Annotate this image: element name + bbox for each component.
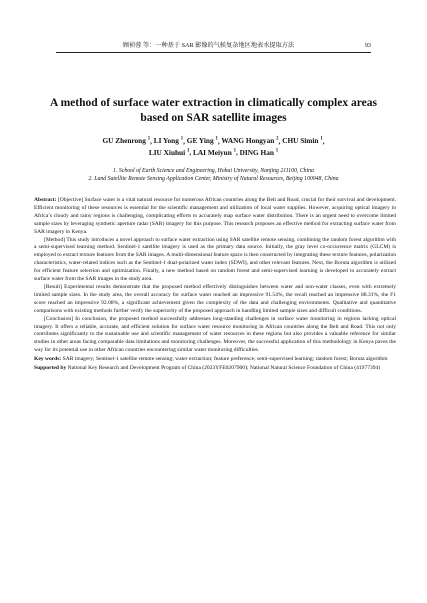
author [187, 136, 218, 145]
affiliation-1: 1. School of Earth Science and Engineering, Hohai University, Nanjing 211100, China [113, 168, 314, 174]
author-affiliation-mark: 1 [233, 148, 236, 154]
author-name: LAI Meiyun [193, 147, 232, 157]
author [154, 136, 183, 145]
affiliation-2: 2. Land Satellite Remote Sensing Application Center, Ministry of Natural Resources, Beijing 100048, China [88, 176, 339, 182]
author [221, 136, 278, 145]
paper-title: A method of surface water extraction in climatically complex areas based on SAR satellite images [50, 97, 377, 124]
author-affiliation-mark: 1 [147, 137, 151, 142]
author [102, 136, 150, 145]
author-affiliation-mark: 1 [186, 148, 190, 154]
author-affiliation-mark: 1 [180, 137, 184, 142]
author-name: LI Yong [153, 136, 179, 146]
affiliation-list [40, 167, 387, 183]
author [282, 136, 323, 145]
abstract-method: [Method] This study introduces a novel approach to surface water extraction using SAR satellite remote sensing, combining the random forest algorithm with a semi-supervised learning method. Sentinel-1 satellite imagery is used as the primary data source. Initially, the gray level co-occurrence matrix (GLCM) is employed to extract texture features from the SAR images. A multi-dimensional feature space is then constructed by integrating these texture features, polarization characteristics, water-related indices such as the Sentinel-1 dual-polarized water index (SDWI), and other relevant features. Next, the Boruta algorithm is utilized for efficient feature selection and optimization. Finally, a new method based on random forest and semi-supervised learning is developed to accurately extract surface water from the SAR images in the study area. [34, 236, 396, 283]
abstract-conclusion: [Conclusion] In conclusion, the proposed method successfully addresses long-standing challenges in surface water monitoring in regions lacking optical imagery. It offers a reliable, accurate, and efficient solution for surface water resource monitoring in African countries along the Belt and Road. This not only contributes significantly to the sustainable use and scientific management of water resources in these regions but also provides a valuable reference for similar studies in other areas facing comparable data limitations and monitoring challenges. Moreover, the successful application of this methodology in Kenya paves the way for its potential use in other African countries encountering similar water monitoring difficulties. [34, 315, 396, 354]
author-affiliation-mark: 1 [215, 137, 218, 142]
keywords [34, 356, 396, 364]
running-title: 顾祯蓉 等：一种基于 SAR 影像的气候复杂地区地表水提取方法 [122, 42, 295, 49]
author-name: GE Ying [186, 136, 214, 146]
abstract-objective-text: [Objective] Surface water is a vital natural resource for numerous African countries along the Belt and Road, crucial for their survival and development. Efficient monitoring of these resources is essential for the scientific management and utilization of local water supplies. However, acquiring optical imagery in Africa’s cloudy and rainy regions is challenging, complicating efforts to accurately map surface water distribution. There is an urgent need to overcome limited sample sizes by leveraging synthetic aperture radar (SAR) imagery for this purpose. This research proposes an effective method for extracting surface water from SAR imagery in Kenya. [34, 197, 397, 235]
author-name: DING Han [239, 147, 274, 157]
abstract-label: Abstract: [34, 197, 57, 203]
running-header [56, 42, 371, 53]
author-name: CHU Simin [282, 136, 319, 146]
author-affiliation-mark: 1 [275, 148, 279, 154]
funding-label: Supported by [34, 365, 67, 372]
author [240, 148, 279, 157]
abstract-result: [Result] Experimental results demonstrate that the proposed method effectively distinguishes between water and non-water classes, even with extremely limited sample sizes. In the study area, the overall accuracy for surface water reached an impressive 91.54%, the recall reached an impressive 88.31%, the F1 score reached an impressive 92.08%, a significant achievement given the complexity of the data and challenging environments. Qualitative and quantitative comparisons with existing methods further verify the superiority of the proposed approach in handling limited sample sizes and difficult conditions. [34, 283, 396, 314]
author-affiliation-mark: 1 [320, 137, 323, 142]
author-name: LIU Xiuhui [148, 147, 186, 157]
keywords-text: SAR imagery; Sentinel-1 satellite remote sensing; water extraction; feature preference; semi-supervised learning; random forest; Boruta algorithm [62, 356, 388, 363]
page-number: 93 [364, 42, 371, 49]
author [193, 148, 236, 157]
abstract-section [34, 197, 396, 373]
author-name: WANG Hongyan [221, 136, 275, 146]
author-affiliation-mark: 2 [276, 137, 279, 142]
funding [34, 365, 396, 373]
funding-text: National Key Research and Development Program of China (2023YFE0207900); National Natural Science Foundation of China (41977394) [67, 365, 381, 372]
keywords-label: Key words: [34, 356, 62, 363]
author-name: GU Zhenrong [102, 136, 146, 146]
author-list: GU Zhenrong $^1$, LI Yong $^1$, GE Ying $^1$, WANG Hongyan $^2$, CHU Simin $^1$, LIU Xiuhui $^1$, LAI Meiyun $^1$, DING Han $^1$ [102, 136, 325, 157]
author [149, 148, 190, 157]
abstract-objective [34, 197, 396, 237]
